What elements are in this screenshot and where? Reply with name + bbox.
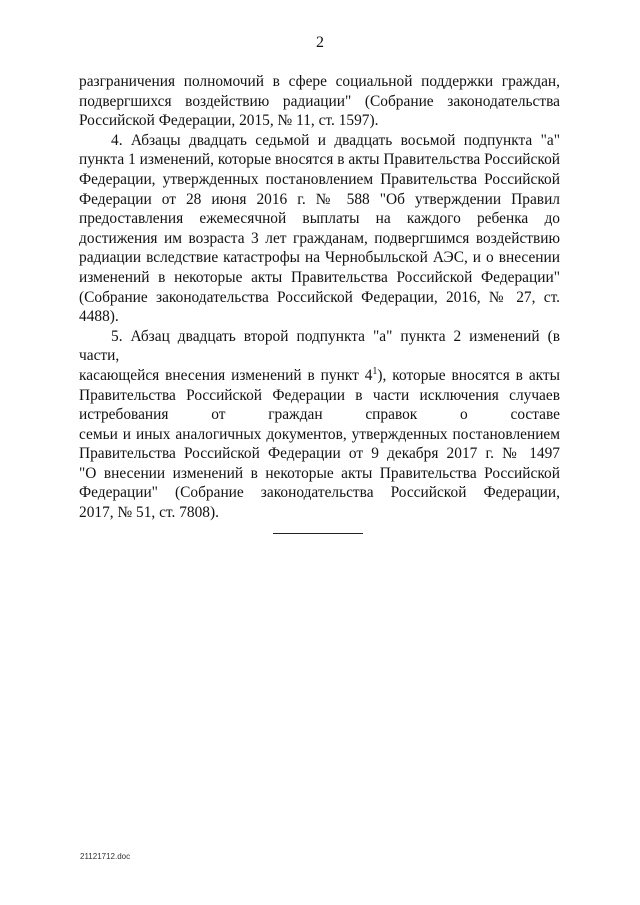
paragraph-line: Федерации" (Собрание законодательства Российской Федерации, bbox=[79, 484, 560, 502]
paragraph-line: 2017, № 51, ст. 7808). bbox=[79, 504, 219, 522]
paragraph-line: Правительства Российской Федерации в части исключения случаев bbox=[79, 386, 560, 404]
paragraph-line: касающейся внесения изменений в пункт $4^1$), которые вносятся в акты bbox=[79, 365, 560, 384]
end-divider bbox=[273, 533, 363, 534]
page-number: 2 bbox=[316, 34, 324, 51]
superscript: 1 bbox=[372, 365, 378, 377]
paragraph-line: истребования от граждан справок о составе bbox=[79, 406, 560, 424]
document-body bbox=[79, 72, 560, 523]
paragraph-continuation: разграничения полномочий в сфере социальной поддержки граждан, подвергшихся воздействию радиации" (Собрание законодательства Российской Федерации, 2015, № 11, ст. 1597). bbox=[79, 73, 560, 130]
paragraph-line: 5. Абзац двадцать второй подпункта "а" пункта 2 изменений (в части, bbox=[79, 327, 560, 365]
paragraph-item-5 bbox=[79, 327, 560, 523]
paragraph-line: "О внесении изменений в некоторые акты Правительства Российской bbox=[79, 464, 560, 482]
paragraph-line: Правительства Российской Федерации от 9 декабря 2017 г. № 1497 bbox=[79, 445, 560, 463]
footer-file-name: 21121712.doc bbox=[80, 852, 131, 861]
paragraph-line: семьи и иных аналогичных документов, утвержденных постановлением bbox=[79, 425, 560, 443]
paragraph-item-4: 4. Абзацы двадцать седьмой и двадцать восьмой подпункта "а" пункта 1 изменений, которые вносятся в акты Правительства Российской Федерации, утвержденных постановлением Правительства Российской Федерации от 28 июня 2016 г. № 588 "Об утверждении Правил предоставления ежемесячной выплаты на каждого ребенка до достижения им возраста 3 лет гражданам, подвергшимся воздействию радиации вследствие катастрофы на Чернобыльской АЭС, и о внесении изменений в некоторые акты Правительства Российской Федерации" (Собрание законодательства Российской Федерации, 2016, № 27, ст. 4488). bbox=[79, 131, 560, 326]
